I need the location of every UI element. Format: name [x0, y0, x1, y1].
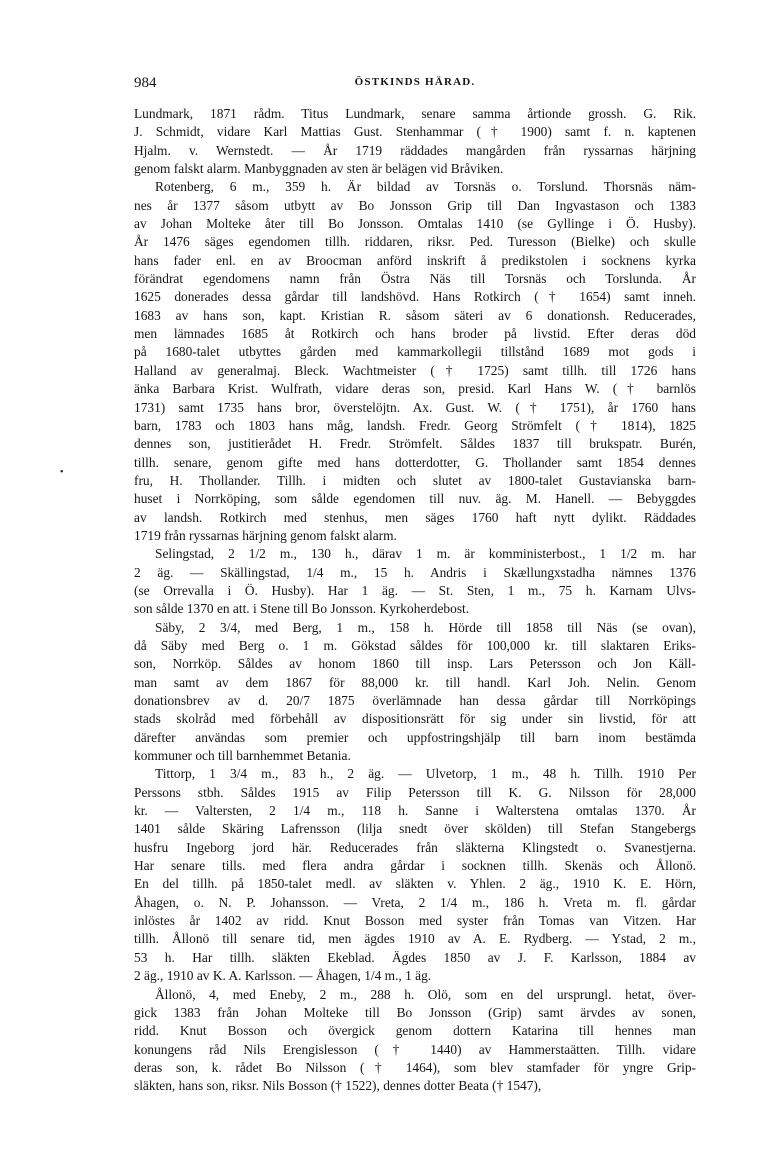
- text-line: på 1680-talet utbyttes gården med kammarkollegii tillstånd 1689 mot gods i: [134, 344, 696, 360]
- text-line: men lämnades 1685 åt Rotkirch och hans broder på livstid. Efter deras död: [134, 326, 696, 342]
- text-line: 53 h. Har tillh. släkten Ekeblad. Ägdes 1850 av J. F. Karlsson, 1884 av: [134, 949, 696, 965]
- text-line: Har senare tills. med flera andra gårdar i socknen tillh. Skenäs och Ållonö.: [134, 858, 696, 874]
- text-line: kommuner och till barnhemmet Betania.: [134, 748, 351, 764]
- text-line: Åhagen, o. N. P. Johansson. — Vreta, 2 1/4 m., 186 h. Vreta m. fl. gårdar: [134, 894, 696, 910]
- text-line: Selingstad, 2 1/2 m., 130 h., därav 1 m. är komministerbost., 1 1/2 m. har: [155, 546, 696, 562]
- text-line: huset i Norrköping, som sålde egendomen till nuv. äg. M. Hanell. — Bebyggdes: [134, 491, 696, 507]
- text-line: Rotenberg, 6 m., 359 h. Är bildad av Torsnäs o. Torslund. Thorsnäs näm-: [155, 179, 696, 195]
- text-line: änka Barbara Krist. Wulfrath, vidare deras son, presid. Karl Hans W. († barnlös: [134, 381, 696, 397]
- text-line: av landsh. Rotkirch med stenhus, men säges 1760 haft nytt dylikt. Räddades: [134, 509, 696, 525]
- text-line: tillh. Ållonö till senare tid, men ägdes 1910 av A. E. Rydberg. — Ystad, 2 m.,: [134, 931, 696, 947]
- running-title: ÖSTKINDS HÄRAD.: [354, 76, 476, 88]
- text-line: J. Schmidt, vidare Karl Mattias Gust. Stenhammar († 1900) samt f. n. kaptenen: [134, 124, 696, 140]
- paragraph: [134, 619, 696, 766]
- text-line: Ållonö, 4, med Eneby, 2 m., 288 h. Olö, som en del ursprungl. hetat, över-: [155, 986, 696, 1002]
- paragraph: [134, 765, 696, 985]
- text-line: förändrat egendomens namn från Östra Näs till Torsnäs och Torslunda. År: [134, 271, 696, 287]
- text-line: inlöstes år 1402 av ridd. Knut Bosson med syster från Tomas van Vitzen. Har: [134, 913, 696, 929]
- paragraph: [134, 178, 696, 545]
- paragraph: [134, 105, 696, 178]
- text-line: ridd. Knut Bosson och övergick genom dottern Katarina till hennes man: [134, 1023, 696, 1039]
- text-line: (se Orrevalla i Ö. Husby). Har 1 äg. — St. Sten, 1 m., 75 h. Karnam Ulvs-: [134, 582, 696, 598]
- text-line: son sålde 1370 en att. i Stene till Bo Jonsson. Kyrkoherdebost.: [134, 601, 470, 617]
- text-line: 1625 donerades dessa gårdar till landshövd. Hans Rotkirch († 1654) samt inneh.: [134, 289, 696, 305]
- text-line: stads skolråd med förbehåll av dispositionsrätt för sig under sin livstid, för att: [134, 711, 696, 727]
- text-line: fru, H. Thollander. Tillh. i midten och slutet av 1800-talet Gustavianska barn-: [134, 472, 696, 488]
- text-line: År 1476 säges egendomen tillh. riddaren, riksr. Ped. Turesson (Bielke) och skulle: [134, 234, 696, 250]
- text-line: genom falskt alarm. Manbyggnaden av sten är belägen vid Bråviken.: [134, 161, 504, 177]
- text-line: Säby, 2 3/4, med Berg, 1 m., 158 h. Hörde till 1858 till Näs (se ovan),: [155, 619, 696, 635]
- text-line: kr. — Valtersten, 2 1/4 m., 118 h. Sanne i Walterstena omtalas 1370. År: [134, 803, 696, 819]
- text-line: Halland av generalmaj. Bleck. Wachtmeister († 1725) samt tillh. till 1726 hans: [134, 362, 696, 378]
- text-line: 1401 sålde Skäring Lafrensson (lilja snedt över skölden) till Stefan Stangebergs: [134, 821, 696, 837]
- text-line: släkten, hans son, riksr. Nils Bosson († 1522), dennes dotter Beata († 1547),: [134, 1078, 542, 1094]
- text-line: husfru Ingeborg jord här. Reducerades från släkterna Klingstedt o. Svanestjerna.: [134, 839, 696, 855]
- text-line: nes år 1377 såsom utbytt av Bo Jonsson Grip till Dan Ingvastason och 1383: [134, 197, 696, 213]
- text-line: En del tillh. på 1850-talet medl. av släkten v. Yhlen. 2 äg., 1910 K. E. Hörn,: [134, 876, 696, 892]
- text-line: 1683 av hans son, kapt. Kristian R. såsom säteri av 6 donationsh. Reducerades,: [134, 307, 696, 323]
- body-text: [134, 105, 696, 1096]
- margin-mark: •: [60, 467, 64, 478]
- text-line: donationsbrev av d. 20/7 1875 överlämnade han dessa gårdar till Norrköpings: [134, 693, 696, 708]
- text-line: Perssons stbh. Såldes 1915 av Filip Petersson till K. G. Nilsson för 28,000: [134, 784, 696, 800]
- text-line: 2 äg., 1910 av K. A. Karlsson. — Åhagen, 1/4 m., 1 äg.: [134, 968, 432, 984]
- text-line: Lundmark, 1871 rådm. Titus Lundmark, senare samma årtionde grossh. G. Rik.: [134, 106, 696, 121]
- text-line: 1719 från ryssarnas härjning genom falskt alarm.: [134, 527, 397, 543]
- text-line: gick 1383 från Johan Molteke till Bo Jonsson (Grip) samt ärvdes av sonen,: [134, 1004, 696, 1020]
- text-line: konungens råd Nils Erengislesson († 1440) av Hammerstaätten. Tillh. vidare: [134, 1041, 696, 1057]
- text-line: av Johan Molteke åter till Bo Jonsson. Omtalas 1410 (se Gyllinge i Ö. Husby).: [134, 216, 696, 232]
- text-line: tillh. senare, genom gifte med hans dotterdotter, G. Thollander samt 1854 dennes: [134, 454, 696, 470]
- text-line: man samt av dem 1867 för 88,000 kr. till handl. Karl Joh. Nelin. Genom: [134, 674, 696, 690]
- text-line: 1731) samt 1735 hans bror, överstelöjtn. Ax. Gust. W. († 1751), år 1760 hans: [134, 399, 696, 415]
- text-line: hans fader enl. en av Broocman anförd inskrift å predikstolen i socknens kyrka: [134, 252, 696, 268]
- text-line: barn, 1783 och 1803 hans måg, landsh. Fredr. Georg Strömfelt († 1814), 1825: [134, 417, 696, 433]
- text-line: son, Norrköp. Såldes av honom 1860 till insp. Lars Petersson och Jon Käll-: [134, 656, 696, 672]
- text-line: Tittorp, 1 3/4 m., 83 h., 2 äg. — Ulvetorp, 1 m., 48 h. Tillh. 1910 Per: [155, 766, 696, 782]
- paragraph: [134, 545, 696, 618]
- page-number: 984: [134, 75, 157, 91]
- text-line: 2 äg. — Skällingstad, 1/4 m., 15 h. Andris i Skællungxstadha nämnes 1376: [134, 564, 696, 580]
- text-line: då Säby med Berg o. 1 m. Gökstad såldes för 100,000 kr. till slaktaren Eriks-: [134, 637, 696, 653]
- text-line: dennes son, justitierådet H. Fredr. Strömfelt. Såldes 1837 till brukspatr. Burén,: [134, 436, 696, 452]
- text-line: Hjalm. v. Wernstedt. — År 1719 räddades mangården från ryssarnas härjning: [134, 142, 696, 158]
- text-line: deras son, k. rådet Bo Nilsson († 1464), som blev stamfader för yngre Grip-: [134, 1059, 696, 1075]
- page-header: [134, 75, 696, 95]
- paragraph: [134, 986, 696, 1096]
- text-line: därefter användas som premier och uppfostringshjälp till barn inom bestämda: [134, 729, 696, 745]
